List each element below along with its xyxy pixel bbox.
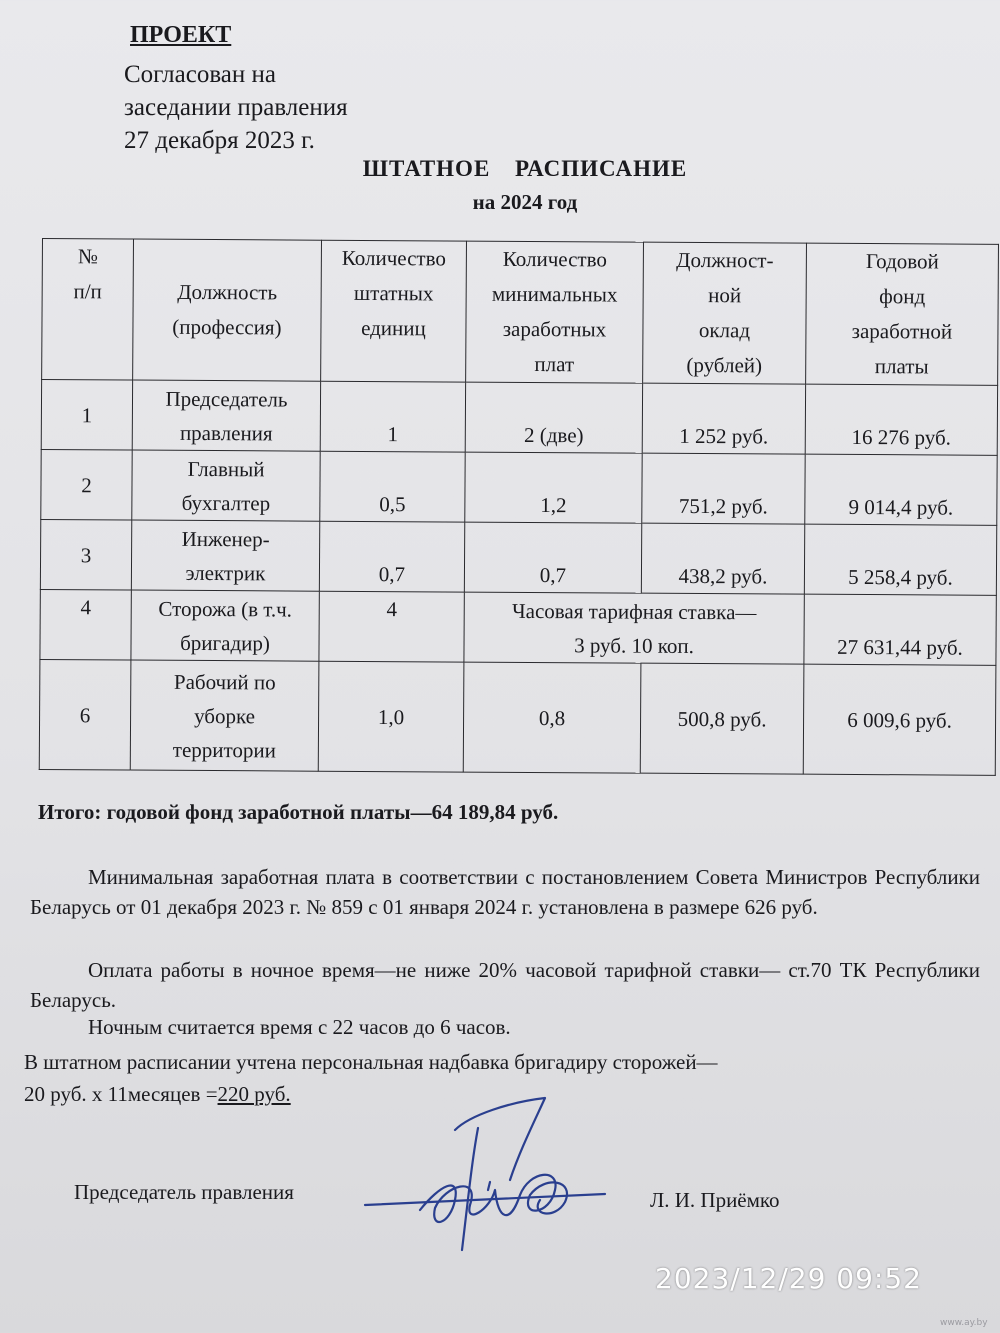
- header-salary: Должност- ной оклад (рублей): [643, 242, 807, 384]
- approval-date: 27 декабря 2023 г.: [124, 127, 315, 154]
- approval-note: [124, 58, 348, 157]
- cell-units: 4: [319, 591, 464, 662]
- header-annual-fund: Годовой фонд заработной платы: [806, 243, 999, 385]
- cell-position: Сторожа (в т.ч. бригадир): [131, 590, 319, 661]
- note-night-hours: Ночным считается время с 22 часов до 6 часов.: [88, 1015, 511, 1039]
- cell-units: 0,5: [320, 451, 465, 522]
- table-row: [39, 659, 996, 775]
- cell-number: 2: [41, 449, 132, 520]
- cell-position: Председатель правления: [132, 380, 320, 451]
- signatory-name: Л. И. Приёмко: [650, 1188, 780, 1212]
- bonus-line: В штатном расписании учтена персональная надбавка бригадиру сторожей—: [24, 1050, 718, 1074]
- note-night-pay: Оплата работы в ночное время—не ниже 20% часовой тарифной ставки— ст.70 ТК Республики Беларусь.: [30, 958, 980, 1012]
- handwritten-signature: [360, 1090, 610, 1260]
- cell-min-wages: 1,2: [465, 452, 642, 523]
- cell-number: 4: [40, 589, 131, 660]
- total-annual-fund: Итого: годовой фонд заработной платы—64 189,84 руб.: [38, 800, 559, 824]
- cell-position: Главный бухгалтер: [132, 450, 320, 521]
- signatory-role: Председатель правления: [74, 1180, 294, 1204]
- table-row: [40, 589, 996, 665]
- cell-number: 3: [40, 519, 131, 590]
- document-subtitle: на 2024 год: [472, 190, 578, 214]
- cell-min-wages: 2 (две): [465, 382, 642, 453]
- bonus-calculation: 20 руб. х 11месяцев =220 руб.: [24, 1082, 291, 1106]
- cell-units: 1: [320, 381, 465, 452]
- header-units: Количество штатных единиц: [321, 240, 467, 382]
- document-title: ШТАТНОЕ РАСПИСАНИЕ: [362, 156, 688, 181]
- cell-annual-fund: 6 009,6 руб.: [803, 664, 996, 775]
- cell-salary: 438,2 руб.: [641, 523, 804, 594]
- header-number: № п/п: [42, 239, 134, 381]
- site-watermark: www.ay.by: [940, 1318, 988, 1328]
- header-position: Должность (профессия): [133, 239, 322, 381]
- cell-annual-fund: 27 631,44 руб.: [804, 594, 996, 665]
- cell-position: Инженер- электрик: [131, 520, 319, 591]
- cell-units: 0,7: [319, 521, 464, 592]
- project-label: ПРОЕКТ: [130, 22, 232, 48]
- cell-salary: 500,8 руб.: [640, 663, 804, 774]
- cell-position: Рабочий по уборке территории: [130, 660, 319, 771]
- cell-annual-fund: 9 014,4 руб.: [805, 454, 997, 525]
- cell-min-wages: 0,8: [463, 662, 641, 773]
- cell-salary: 751,2 руб.: [642, 453, 805, 524]
- photo-timestamp: 2023/12/29 09:52: [655, 1262, 922, 1295]
- cell-annual-fund: 16 276 руб.: [805, 384, 997, 455]
- table-header-row: [42, 239, 999, 386]
- table-row: [41, 380, 997, 456]
- cell-salary: 1 252 руб.: [642, 383, 805, 454]
- cell-units: 1,0: [318, 661, 464, 772]
- cell-hourly-rate: Часовая тарифная ставка— 3 руб. 10 коп.: [464, 592, 804, 664]
- note-minimum-wage: Минимальная заработная плата в соответствии с постановлением Совета Министров Республики Беларусь от 01 декабря 2023 г. № 859 с 01 января 2024 г. установлена в размере 626 руб.: [30, 865, 980, 919]
- header-min-wages: Количество минимальных заработных плат: [466, 241, 644, 383]
- bonus-amount: 220 руб.: [217, 1082, 291, 1106]
- table-row: [41, 449, 997, 525]
- approval-line: заседании правления: [124, 94, 348, 121]
- cell-annual-fund: 5 258,4 руб.: [804, 524, 996, 595]
- table-row: [40, 519, 996, 595]
- cell-number: 6: [39, 659, 131, 770]
- staffing-table: [39, 238, 999, 776]
- cell-min-wages: 0,7: [464, 522, 641, 593]
- approval-line: Согласован на: [124, 61, 277, 88]
- cell-number: 1: [41, 380, 132, 451]
